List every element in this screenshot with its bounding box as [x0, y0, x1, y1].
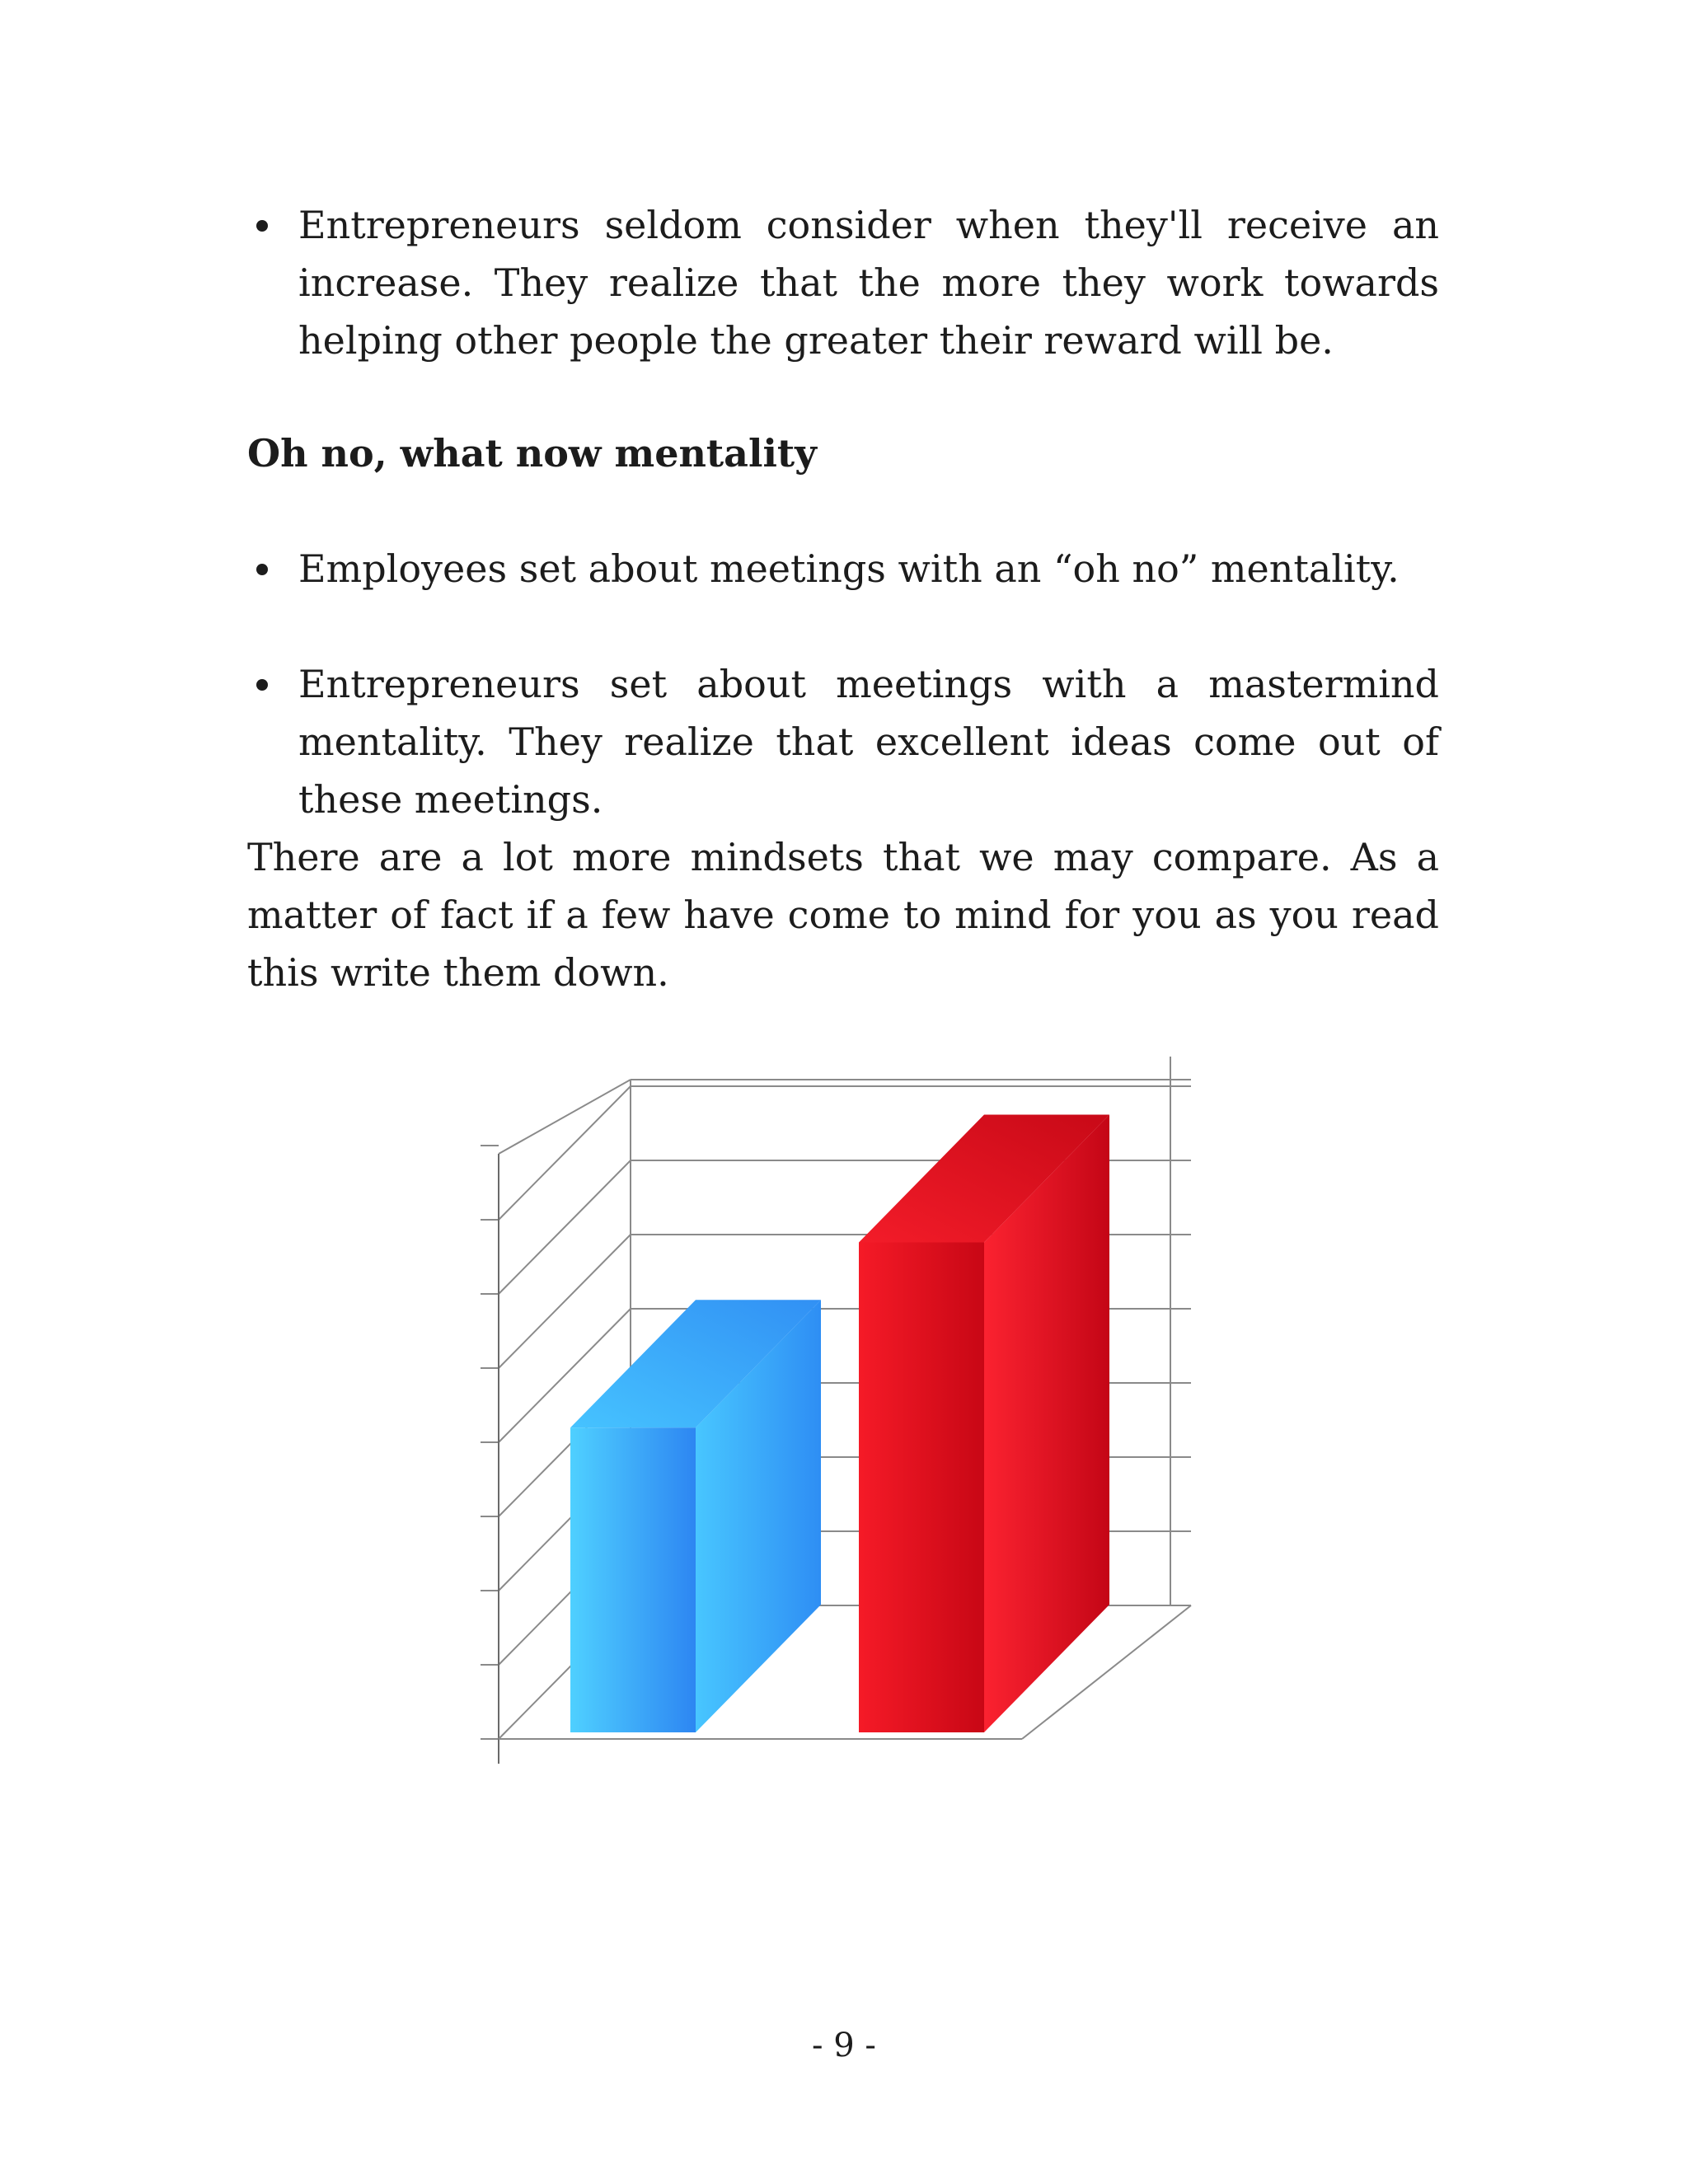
page-number: - 9 - [812, 2027, 876, 2064]
gridline-left-wall [499, 1086, 631, 1220]
chart-bars [570, 1115, 1109, 1733]
bullet-text: Entrepreneurs set about meetings with a mastermind mentality. They realize that excellent ideas come out of these meetings. [298, 662, 1439, 822]
bullet-dot [256, 679, 268, 691]
bar-chart-3d [462, 1053, 1220, 1788]
gridline-left-wall [499, 1160, 631, 1294]
body-paragraph: There are a lot more mindsets that we may compare. As a matter of fact if a few have come to mind for you as you read this write them down. [247, 835, 1439, 995]
gridline-left-wall [499, 1235, 631, 1368]
bullet-item [298, 540, 1439, 598]
bar-2 [859, 1115, 1109, 1733]
bullet-text: Entrepreneurs seldom consider when they'll receive an increase. They realize that the more they work towards helping other people the greater their reward will be. [298, 203, 1439, 363]
bar-front-face [859, 1243, 984, 1733]
left-wall-top-edge [499, 1080, 631, 1154]
bullet-text: Employees set about meetings with an “oh no” mentality. [298, 546, 1400, 591]
section-heading: Oh no, what now mentality [247, 431, 817, 476]
bullet-item [298, 655, 1439, 828]
bar-front-face [570, 1427, 696, 1732]
bullet-dot [256, 564, 268, 575]
bar-1 [570, 1300, 821, 1732]
bullet-item [298, 196, 1439, 369]
bullet-dot [256, 220, 268, 232]
